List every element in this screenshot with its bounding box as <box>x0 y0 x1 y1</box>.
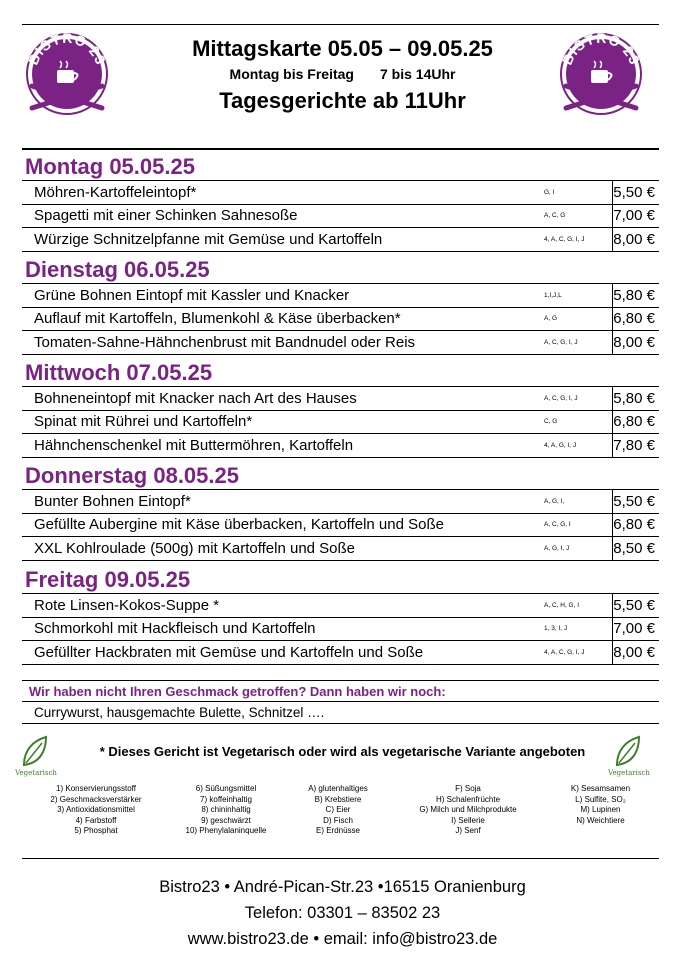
day-title: Montag 05.05.25 <box>25 154 195 179</box>
dish-allergens: A, G, I, <box>542 490 613 513</box>
dish-allergens: 1, 3, I, J <box>542 618 613 641</box>
dish-name: Möhren-Kartoffeleintopf* <box>34 183 197 201</box>
dish-allergens: 1,I,J,L <box>542 284 613 307</box>
day-title: Freitag 09.05.25 <box>25 567 191 592</box>
legend-item: 2) Geschmacksverstärker <box>50 794 142 804</box>
dish-row <box>22 331 659 355</box>
dish-name: Rote Linsen-Kokos-Suppe * <box>34 596 220 614</box>
dish-allergens: G, I <box>542 181 613 204</box>
dish-price: 7,80 € <box>613 436 655 454</box>
dish-name: Bohneneintopf mit Knacker nach Art des Hauses <box>34 389 357 407</box>
header-divider <box>22 148 659 150</box>
bistro23-logo <box>556 28 646 118</box>
legend-item: 6) Süßungsmittel <box>195 784 257 793</box>
legend-column <box>394 784 542 837</box>
dish-price: 7,00 € <box>613 207 655 225</box>
footer-address: Bistro23 • André-Pican-Str.23 •16515 Oranienburg <box>159 878 526 896</box>
footer-phone: Telefon: 03301 – 83502 23 <box>244 904 441 922</box>
svg-text:BISTRO 23: BISTRO 23 <box>24 29 110 68</box>
legend-item: J) Senf <box>455 826 481 835</box>
dish-row <box>22 387 659 411</box>
dish-row <box>22 514 659 538</box>
day-block-friday <box>22 567 659 665</box>
day-title: Donnerstag 08.05.25 <box>25 463 239 488</box>
dish-allergens: 4, A, C, G, I, J <box>542 228 613 251</box>
dish-name: Gefüllter Hackbraten mit Gemüse und Kartoffeln und Soße <box>34 643 424 661</box>
dish-name: Bunter Bohnen Eintopf* <box>34 492 191 510</box>
legend-item: D) Fisch <box>323 815 353 825</box>
dish-name: Grüne Bohnen Eintopf mit Kassler und Knacker <box>34 286 350 304</box>
legend-item: L) Sulfite, SO₂ <box>575 794 626 804</box>
dish-row <box>22 618 659 642</box>
dish-name: Gefüllte Aubergine mit Käse überbacken, Kartoffeln und Soße <box>34 516 444 534</box>
legend-column <box>542 784 659 837</box>
legend-item: A) glutenhaltiges <box>308 784 368 793</box>
dish-price: 6,80 € <box>613 413 655 431</box>
day-block-wednesday <box>22 360 659 458</box>
dish-price: 8,00 € <box>613 230 655 248</box>
dish-allergens: C, G <box>542 411 613 434</box>
legend-item: G) Milch und Milchprodukte <box>419 805 517 814</box>
svg-text:BISTRO 23: BISTRO 23 <box>558 29 644 68</box>
dish-name: Schmorkohl mit Hackfleisch und Kartoffeln <box>34 620 316 638</box>
footer-web: www.bistro23.de • email: info@bistro23.de <box>187 930 498 948</box>
legend-item: 1) Konservierungsstoff <box>56 784 136 793</box>
dish-price: 7,00 € <box>613 620 655 638</box>
legend-item: E) Erdnüsse <box>315 826 361 835</box>
legend-item: 10) Phenylalaninquelle <box>185 826 267 835</box>
dish-allergens: 4, A, C, G, I, J <box>542 641 613 664</box>
dish-name: Spagetti mit einer Schinken Sahnesoße <box>34 207 298 225</box>
dish-name: Auflauf mit Kartoffeln, Blumenkohl & Käse überbacken* <box>34 310 401 328</box>
dish-price: 8,00 € <box>613 643 655 661</box>
dish-allergens: A, C, G <box>542 205 613 228</box>
vegetarian-label: Vegetarisch <box>15 769 57 777</box>
vegetarian-note: * Dieses Gericht ist Vegetarisch oder wird als vegetarische Variante angeboten <box>99 744 586 759</box>
dish-price: 8,50 € <box>613 539 655 557</box>
footer-divider <box>22 858 659 859</box>
menu-header <box>0 0 685 125</box>
legend-item: M) Lupinen <box>580 805 621 814</box>
dish-row <box>22 641 659 665</box>
menu-title: Mittagskarte 05.05 – 09.05.25 <box>192 36 493 61</box>
day-title: Mittwoch 07.05.25 <box>25 360 213 385</box>
dish-name: Tomaten-Sahne-Hähnchenbrust mit Bandnudel oder Reis <box>34 333 416 351</box>
extra-question: Wir haben nicht Ihren Geschmack getroffen? Dann haben wir noch: <box>22 680 659 702</box>
vegetarian-label: Vegetarisch <box>608 769 650 777</box>
dish-price: 5,50 € <box>613 492 655 510</box>
dish-allergens: A, C, H, G, I <box>542 594 613 617</box>
dish-row <box>22 308 659 332</box>
leaf-icon <box>607 733 651 769</box>
extra-offer <box>22 680 659 724</box>
legend-item: 3) Antioxidationsmittel <box>57 805 135 814</box>
dish-name: Hähnchenschenkel mit Buttermöhren, Kartoffeln <box>34 436 354 454</box>
legend-item: 4) Farbstoff <box>75 815 117 825</box>
dish-name: Würzige Schnitzelpfanne mit Gemüse und Kartoffeln <box>34 230 383 248</box>
dish-name: Spinat mit Rührei und Kartoffeln* <box>34 413 253 431</box>
dish-allergens: A, C, G, I, J <box>542 387 613 410</box>
legend-item: 7) koffeinhaltig <box>200 794 252 804</box>
legend-item: F) Soja <box>455 784 481 793</box>
dish-price: 5,50 € <box>613 596 655 614</box>
legend-item: B) Krebstiere <box>314 794 362 804</box>
dish-price: 5,80 € <box>613 389 655 407</box>
day-block-thursday <box>22 463 659 561</box>
dish-row <box>22 594 659 618</box>
legend-item: H) Schalenfrüchte <box>435 794 501 804</box>
dish-row <box>22 228 659 252</box>
legend-column <box>170 784 282 837</box>
dish-allergens: 4, A, G, I, J <box>542 434 613 457</box>
vegetarian-badge <box>607 733 651 783</box>
menu-subtitle: Tagesgerichte ab 11Uhr <box>219 88 466 113</box>
legend-item: 5) Phosphat <box>74 826 118 835</box>
legend-column <box>282 784 394 837</box>
dish-price: 8,00 € <box>613 333 655 351</box>
dish-allergens: A, G, I, J <box>542 537 613 560</box>
day-block-monday <box>22 154 659 252</box>
opening-time: 7 bis 14Uhr <box>379 66 456 82</box>
legend-item: C) Eier <box>325 805 351 814</box>
dish-allergens: A, C, G, I, J <box>542 331 613 354</box>
dish-price: 6,80 € <box>613 310 655 328</box>
opening-days: Montag bis Freitag <box>229 66 354 82</box>
dish-price: 5,80 € <box>613 286 655 304</box>
dish-row <box>22 411 659 435</box>
dish-row <box>22 537 659 561</box>
legend-column <box>22 784 170 837</box>
legend-item: 9) geschwärzt <box>201 815 251 825</box>
legend-item: I) Sellerie <box>451 815 485 825</box>
dish-row <box>22 181 659 205</box>
dish-row <box>22 490 659 514</box>
dish-allergens: A, G <box>542 308 613 331</box>
dish-row <box>22 284 659 308</box>
legend-item: N) Weichtiere <box>576 815 625 825</box>
dish-row <box>22 434 659 458</box>
dish-price: 5,50 € <box>613 183 655 201</box>
legend-item: K) Sesamsamen <box>570 784 631 793</box>
day-title: Dienstag 06.05.25 <box>25 257 210 282</box>
dish-row <box>22 205 659 229</box>
legend-item: 8) chininhaltig <box>201 805 251 814</box>
extra-answer: Currywurst, hausgemachte Bulette, Schnitzel …. <box>22 702 659 724</box>
top-divider <box>22 24 659 25</box>
day-block-tuesday <box>22 257 659 355</box>
allergen-legend <box>22 784 659 837</box>
dish-name: XXL Kohlroulade (500g) mit Kartoffeln und Soße <box>34 539 356 557</box>
dish-price: 6,80 € <box>613 516 655 534</box>
dish-allergens: A, C, G, I <box>542 514 613 537</box>
